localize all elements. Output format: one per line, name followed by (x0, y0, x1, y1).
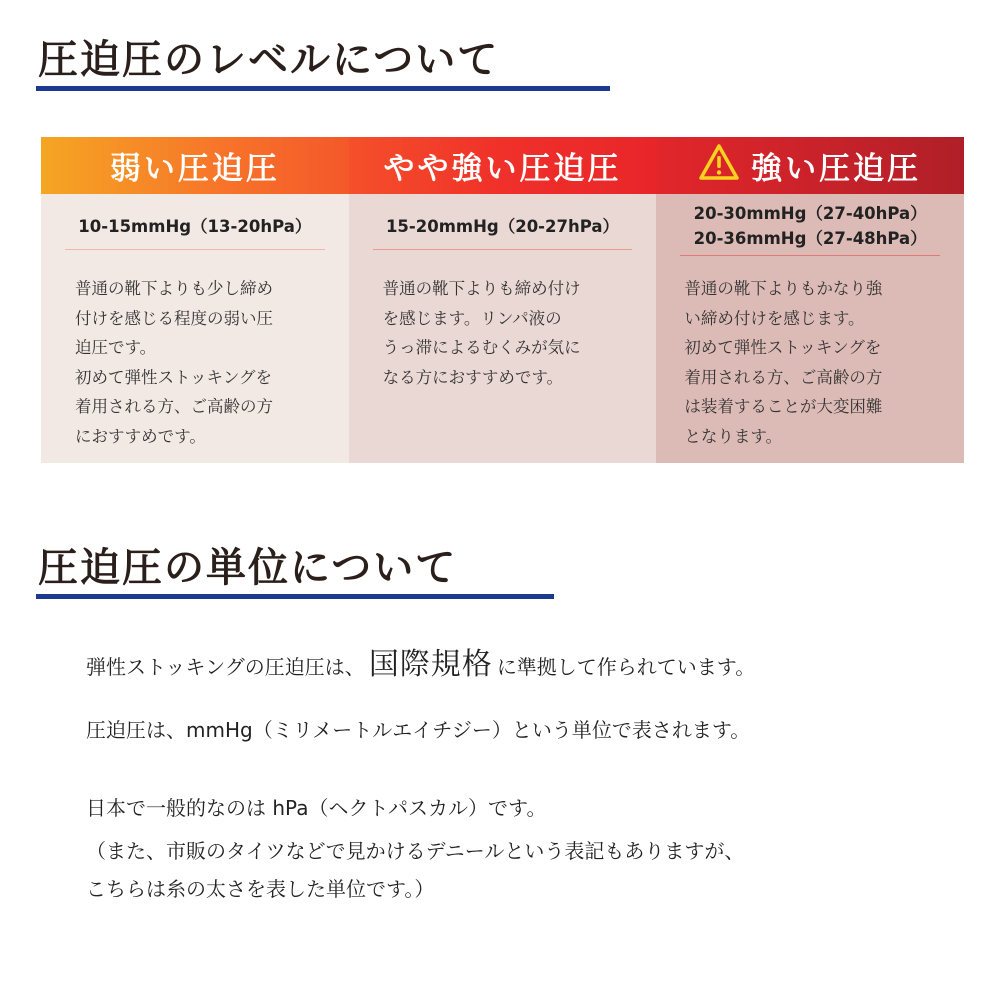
description-line: は装着することが大変困難 (684, 397, 883, 416)
level-description (383, 274, 633, 392)
description-line: うっ滞によるむくみが気に (382, 338, 581, 357)
text-segment: に準拠して作られています。 (496, 655, 756, 679)
text-segment: 弾性ストッキングの圧迫圧は、 (86, 655, 365, 679)
section-title-compression-levels: 圧迫圧のレベルについて (38, 37, 500, 83)
description-line: なる方におすすめです。 (382, 367, 564, 387)
level-label: やや強い圧迫圧 (383, 151, 622, 187)
section-title-pressure-units: 圧迫圧の単位について (38, 545, 458, 591)
title-underline (36, 86, 610, 91)
level-description (684, 274, 934, 451)
divider (680, 255, 940, 256)
compression-level-table (41, 137, 964, 463)
emphasis-international-standard: 国際規格 (368, 647, 493, 682)
title-underline (36, 594, 554, 599)
description-line: い締め付けを感じます。 (684, 308, 865, 328)
description-line: 初めて弾性ストッキングを (684, 338, 882, 357)
description-line: 普通の靴下よりも少し締め (75, 279, 273, 298)
level-column-weak (41, 137, 349, 463)
level-description (75, 274, 325, 451)
divider (373, 249, 633, 250)
level-label: 強い圧迫圧 (751, 151, 922, 187)
level-body (349, 194, 657, 463)
paragraph-denier-note: （また、市販のタイツなどで見かけるデニールという表記もありますが、 (86, 839, 745, 863)
description-line: 着用される方、ご高齢の方 (75, 397, 273, 416)
description-line: 普通の靴下よりも締め付け (382, 279, 581, 298)
level-body (656, 194, 964, 463)
pressure-range: 20-30mmHg（27-40hPa） (693, 204, 927, 223)
level-column-strong (656, 137, 964, 463)
level-header (41, 137, 349, 194)
description-line: 初めて弾性ストッキングを (75, 367, 273, 387)
description-line: 普通の靴下よりもかなり強 (684, 279, 883, 298)
level-header (349, 137, 657, 194)
warning-icon (699, 144, 739, 188)
description-line: 付けを感じる程度の弱い圧 (75, 308, 273, 328)
paragraph-denier-note-cont: こちらは糸の太さを表した単位です。） (86, 877, 435, 901)
level-column-moderate (349, 137, 657, 463)
description-line: 迫圧です。 (75, 338, 157, 357)
description-line: を感じます。リンパ液の (382, 308, 562, 328)
divider (65, 249, 325, 250)
paragraph-hpa-unit: 日本で一般的なのは hPa（ヘクトパスカル）です。 (86, 796, 547, 820)
description-line: 着用される方、ご高齢の方 (684, 367, 883, 387)
description-line: となります。 (684, 426, 783, 446)
pressure-range: 20-36mmHg（27-48hPa） (693, 229, 927, 248)
paragraph-mmhg-unit: 圧迫圧は、mmHg（ミリメートルエイチジー）という単位で表されます。 (86, 718, 751, 742)
level-body (41, 194, 349, 463)
description-line: におすすめです。 (75, 426, 206, 446)
level-label: 弱い圧迫圧 (109, 151, 280, 187)
pressure-range: 15-20mmHg（20-27hPa） (385, 217, 620, 236)
paragraph-international-standard (86, 647, 756, 682)
level-header (656, 137, 964, 194)
pressure-range: 10-15mmHg（13-20hPa） (78, 217, 312, 236)
